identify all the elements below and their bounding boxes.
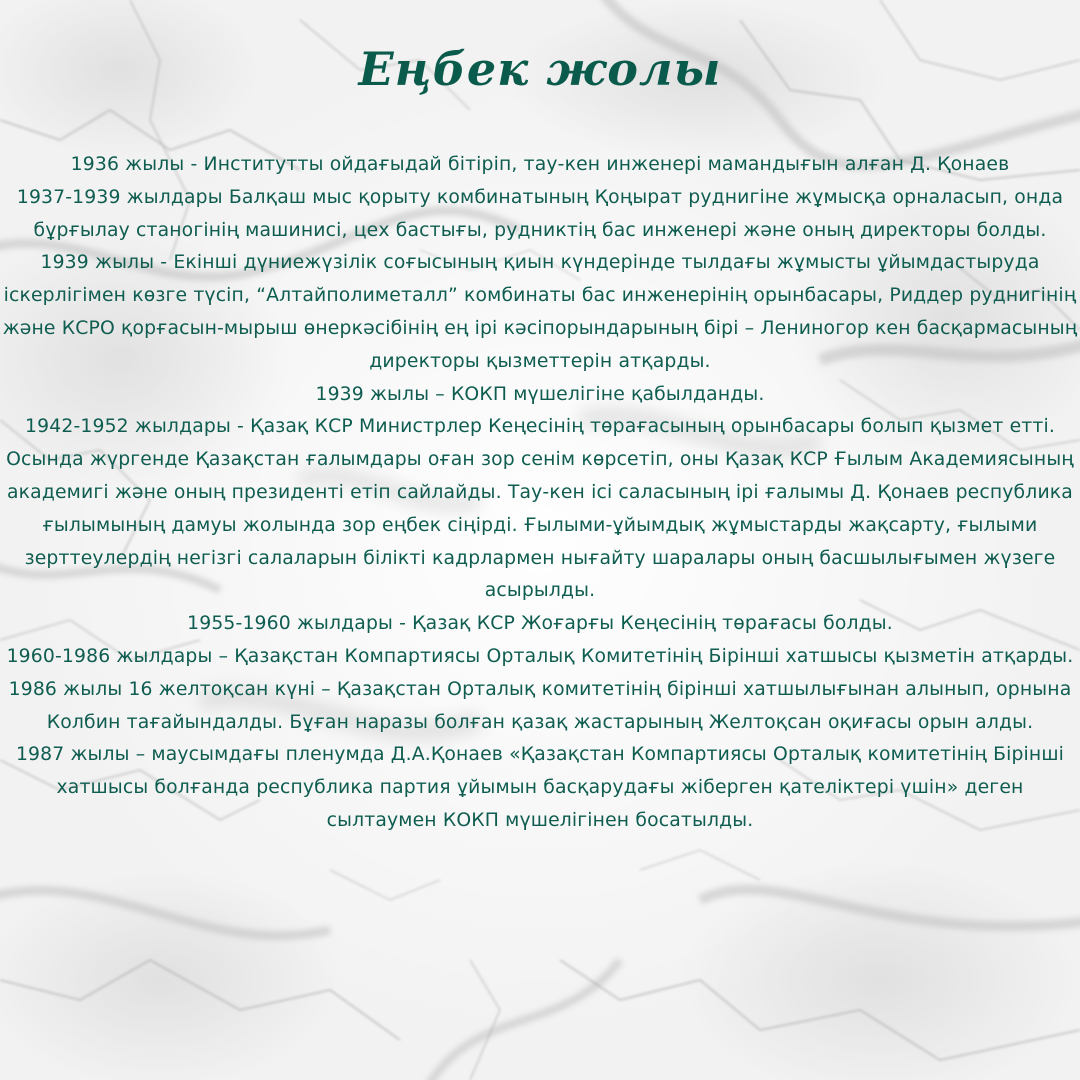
paragraph-1955-1960: 1955-1960 жылдары - Қазақ КСР Жоғарғы Кеңесінің төрағасы болды. [187,613,893,635]
paragraph-1937-1939: 1937-1939 жылдары Балқаш мыс қорыту комбинатының Қоңырат руднигіне жұмысқа орналасып, онда бұрғылау станогінің машинисі, цех бастығы, рудниктің бас инженері және оның директоры болды. [16,186,1064,241]
paragraph-1939-party: 1939 жылы – КОКП мүшелігіне қабылданды. [315,383,765,405]
paragraph-1942-1952: 1942-1952 жылдары - Қазақ КСР Министрлер Кеңесінің төрағасының орынбасары болып қызмет етті. Осында жүргенде Қазақстан ғалымдары оған зор сенім көрсетіп, оны Қазақ КСР Ғылым Академиясының академигі және оның президенті етіп сайлайды. Тау-кен ісі саласының ірі ғалымы Д. Қонаев республика ғылымының дамуы жолында зор еңбек сіңірді. Ғылыми-ұйымдық жұмыстарды жақсарту, ғылыми зерттеулердің негізгі салаларын білікті кадрлармен нығайту шаралары оның басшылығымен жүзеге асырылды. [6,416,1074,602]
paragraph-1986: 1986 жылы 16 желтоқсан күні – Қазақстан Орталық комитетінің бірінші хатшылығынан алынып, орнына Колбин тағайындалды. Бұған наразы болған қазақ жастарының Желтоқсан оқиғасы орын алды. [8,678,1072,733]
paragraph-1960-1986: 1960-1986 жылдары – Қазақстан Компартиясы Орталық Комитетінің Бірінші хатшысы қызметін атқарды. [6,645,1074,667]
paragraph-1939-war: 1939 жылы - Екінші дүниежүзілік соғысының қиын күндерінде тылдағы жұмысты ұйымдастыруда іскерлігімен көзге түсіп, “Алтайполиметалл” комбинаты бас инженерінің орынбасары, Риддер руднигінің және КСРО қорғасын-мырыш өнеркәсібінің ең ірі кәсіпорындарының бірі – Лениногор кен басқармасының директоры қызметтерін атқарды. [2,252,1078,372]
page-title: Еңбек жолы [358,42,722,96]
paragraph-1987: 1987 жылы – маусымдағы пленумда Д.А.Қонаев «Қазақстан Компартиясы Орталық комитетінің Бірінші хатшысы болғанда республика партия ұйымын басқарудағы жіберген қателіктері үшін» деген сылтаумен КОКП мүшелігінен босатылды. [15,744,1065,831]
career-text [0,149,1080,838]
paragraph-1936: 1936 жылы - Институтты ойдағыдай бітіріп, тау-кен инженері мамандығын алған Д. Қонаев [70,154,1010,175]
